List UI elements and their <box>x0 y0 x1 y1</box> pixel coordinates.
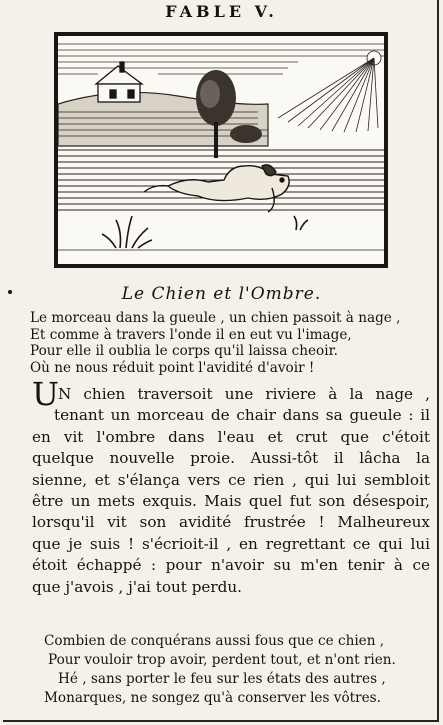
prose-line-first <box>32 375 430 413</box>
verse-line: Où ne nous réduit point l'avidité d'avoir ! <box>30 359 315 376</box>
verse-line: Pour elle il oublia le corps qu'il laissa cheoir. <box>30 343 338 359</box>
prose-line: en vit l'ombre dans l'eau et crut que c'étoit <box>32 427 430 446</box>
prose-line: sienne, et s'élança vers ce rien , qui lui sembloit <box>32 470 430 489</box>
grass-icon <box>102 216 308 248</box>
prose-line: lorsqu'il vit son avidité frustrée ! Malheureux <box>32 513 430 532</box>
prose-line: quelque nouvelle proie. Aussi-tôt il lâcha la <box>32 449 430 468</box>
fable-caption: Le Chien et l'Ombre. <box>121 284 322 304</box>
moral-line: Combien de conquérans aussi fous que ce chien , <box>44 633 385 649</box>
prose-block <box>32 375 430 598</box>
verse-block <box>30 310 400 376</box>
drop-cap: U <box>32 375 59 413</box>
moral-block <box>44 632 396 708</box>
fable-title: FABLE V. <box>165 2 278 21</box>
prose-line: que j'avois , j'ai tout perdu. <box>32 577 242 596</box>
dog-icon <box>144 165 289 212</box>
prose-line: tenant un morceau de chair dans sa gueule : il <box>54 406 430 425</box>
prose-line: que je suis ! s'écrioit-il , en regrettant ce qui lui <box>32 534 430 553</box>
verse-line: Et comme à travers l'onde il en eut vu l'image, <box>30 326 352 343</box>
moral-line: Hé , sans porter le feu sur les états des autres , <box>58 671 386 687</box>
verse-line: Le morceau dans la gueule , un chien passoit à nage , <box>30 310 401 326</box>
prose-line: N chien traversoit une riviere à la nage , <box>58 385 430 403</box>
prose-line: être un mets exquis. Mais quel fut son désespoir, <box>32 492 430 511</box>
moral-line: Pour vouloir trop avoir, perdent tout, et n'ont rien. <box>48 652 396 668</box>
engraving-illustration <box>54 32 388 268</box>
sun-icon <box>278 51 381 132</box>
moral-line: Monarques, ne songez qu'à conserver les vôtres. <box>44 690 381 706</box>
prose-line: étoit échappé : pour n'avoir su m'en tenir à ce <box>32 556 430 575</box>
